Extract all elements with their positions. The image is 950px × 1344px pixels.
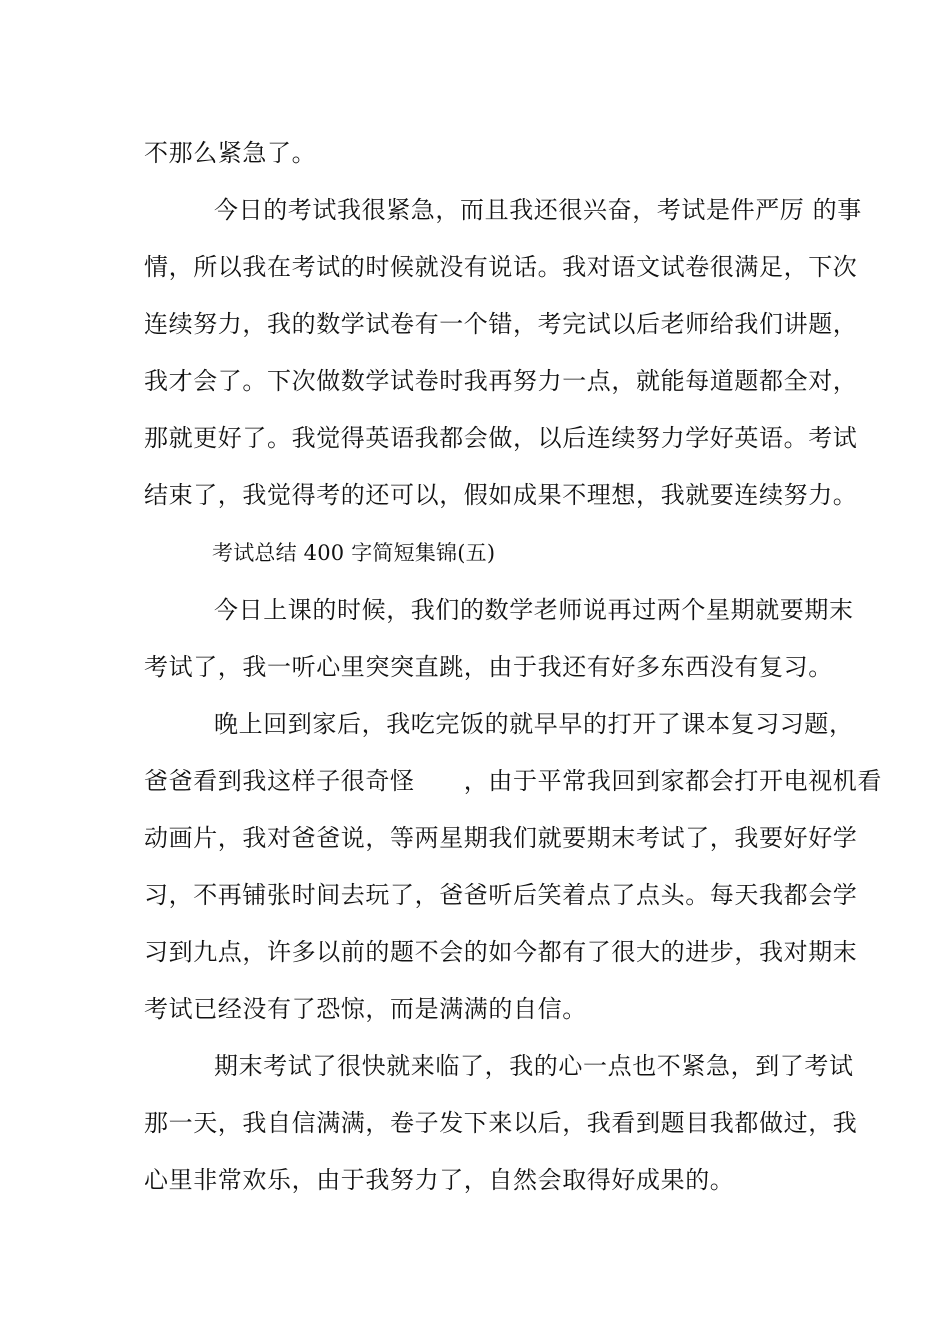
text-line: 那就更好了。我觉得英语我都会做，以后连续努力学好英语。考试 [144,424,858,452]
text-line: 结束了，我觉得考的还可以，假如成果不理想，我就要连续努力。 [144,481,858,509]
text-line: 考试了，我一听心里突突直跳，由于我还有好多东西没有复习。 [144,653,833,681]
text-line: 习，不再铺张时间去玩了，爸爸听后笑着点了点头。每天我都会学 [144,881,858,909]
text-line: 动画片，我对爸爸说，等两星期我们就要期末考试了，我要好好学 [144,824,858,852]
text-line: 心里非常欢乐，由于我努力了，自然会取得好成果的。 [144,1166,735,1194]
text-line: 那一天，我自信满满，卷子发下来以后，我看到题目我都做过，我 [144,1109,858,1137]
paragraph-first-line: 今日上课的时候，我们的数学老师说再过两个星期就要期末 [214,596,854,624]
section-heading: 考试总结 400 字简短集锦(五) [212,541,496,565]
text-line: 爸爸看到我这样子很奇怪 ，由于平常我回到家都会打开电视机看 [144,767,882,795]
text-line: 我才会了。下次做数学试卷时我再努力一点，就能每道题都全对， [144,367,858,395]
paragraph-first-line: 期末考试了很快就来临了，我的心一点也不紧急，到了考试 [214,1052,854,1080]
text-line: 情，所以我在考试的时候就没有说话。我对语文试卷很满足，下次 [144,253,858,281]
text-line: 习到九点，许多以前的题不会的如今都有了很大的进步，我对期末 [144,938,858,966]
paragraph-first-line: 晚上回到家后，我吃完饭的就早早的打开了课本复习习题， [214,710,854,738]
paragraph-first-line: 今日的考试我很紧急，而且我还很兴奋，考试是件严厉 的事 [214,196,862,224]
text-line: 考试已经没有了恐惊，而是满满的自信。 [144,995,587,1023]
text-line: 不那么紧急了。 [144,139,317,167]
text-line: 连续努力，我的数学试卷有一个错，考完试以后老师给我们讲题， [144,310,858,338]
